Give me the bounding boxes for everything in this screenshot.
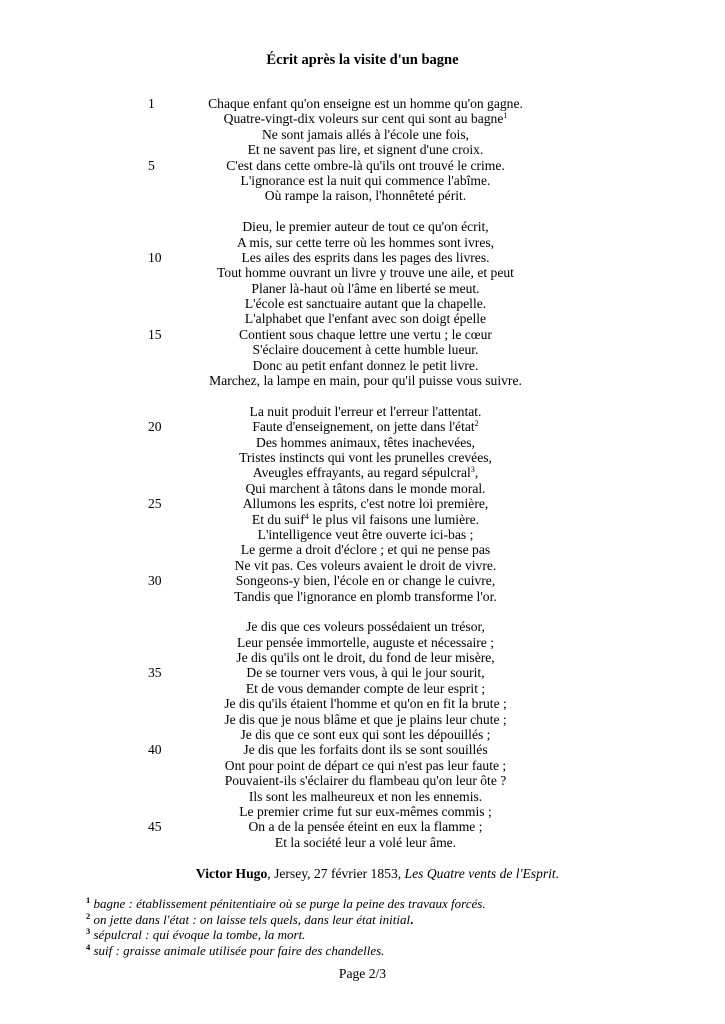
line-number: 5 [148,157,155,173]
line-text [241,250,489,265]
line-text [245,311,486,326]
line-text-main: Je dis qu'ils étaient l'homme et qu'on en fit la brute ; [224,696,507,712]
poem-line [0,512,725,527]
line-text [209,373,522,388]
line-text [246,665,484,680]
poem-line [0,573,725,588]
line-number: 20 [148,419,162,435]
line-text-main: Donc au petit enfant donnez le petit livre. [252,357,479,373]
footnote-number: 3 [86,926,91,937]
attribution [0,866,725,882]
line-text [239,327,492,342]
line-text-main: L'école est sanctuaire autant que la chapelle. [244,296,487,312]
line-text-main: Je dis que ce sont eux qui sont les dépouillés ; [240,727,491,743]
poem-line [0,296,725,311]
line-text [265,188,466,203]
poem-line [0,742,725,757]
poem-line [0,358,725,373]
line-text-main: Allumons les esprits, c'est notre loi première, [242,496,489,512]
line-text [243,742,487,757]
footnote-text: bagne : établissement pénitentiaire où se purge la peine des travaux forcés. [90,896,486,911]
footnote-marker: 1 [503,111,508,121]
line-text [236,573,496,588]
line-text [243,496,489,511]
poem-line [0,681,725,696]
line-text [234,589,497,604]
line-text [217,265,514,280]
poem-line [0,373,725,388]
poem-line [0,404,725,419]
line-text [235,558,497,573]
line-text-main: Le germe a droit d'éclore ; et qui ne pense pas [240,542,491,558]
poem-line [0,281,725,296]
line-text-main: L'alphabet que l'enfant avec son doigt épelle [244,311,487,327]
line-text-main: Contient sous chaque lettre une vertu ; le cœur [239,326,492,342]
line-text [262,127,469,142]
poem-line [0,96,725,111]
footnote [86,912,686,928]
poem-line [0,496,725,511]
line-text-main: Et de vous demander compte de leur esprit ; [245,680,486,696]
poem-line [0,665,725,680]
line-number: 45 [148,819,162,835]
line-text [236,650,494,665]
stanza [0,404,725,604]
line-text-main: Je dis que ces voleurs possédaient un trésor, [246,619,485,635]
line-text [237,635,494,650]
stanza [0,619,725,850]
attribution-place-date: , Jersey, 27 février 1853, [267,866,405,881]
line-text-main: Tandis que l'ignorance en plomb transforme l'or. [234,588,497,604]
poem-line [0,188,725,203]
poem-line [0,727,725,742]
line-text [225,758,506,773]
poem-line [0,173,725,188]
line-text [245,481,485,496]
line-text [253,358,479,373]
line-text [256,435,475,450]
line-text-main: Leur pensée immortelle, auguste et nécessaire ; [236,634,495,650]
line-text-main: Tout homme ouvrant un livre y trouve une aile, et peut [217,265,514,281]
poem-line [0,789,725,804]
poem-line [0,558,725,573]
line-text [224,696,507,711]
line-text [224,111,508,126]
line-text [248,142,484,157]
line-text [245,296,486,311]
line-text [253,465,478,480]
poem-line [0,127,725,142]
footnote-marker: 2 [474,419,479,429]
line-text [253,342,479,357]
line-text-main: C'est dans cette ombre-là qu'ils ont trouvé le crime. [226,157,505,173]
line-number: 1 [148,96,155,111]
line-text [275,835,456,850]
footnote-marker: 4 [304,511,309,521]
footnote-marker: 3 [470,465,475,475]
line-text-tail: le plus vil faisons une lumière. [308,511,480,527]
line-text [252,512,479,527]
footnote-number: 2 [86,910,91,921]
footnote [86,943,686,959]
poem-line [0,696,725,711]
line-text [239,450,492,465]
line-text [226,158,505,173]
poem-line [0,527,725,542]
poem-line [0,450,725,465]
footnotes [86,896,686,958]
line-text-main: Et du suif [251,511,305,527]
line-text-main: Songeons-y bien, l'école en or change le cuivre, [235,573,496,589]
line-text-main: S'éclaire doucement à cette humble lueur. [252,342,479,358]
footnote-number: 4 [86,941,91,952]
author-name: Victor Hugo [195,866,268,881]
line-text [258,527,474,542]
line-text-main: Planer là-haut où l'âme en liberté se meut. [251,280,480,296]
line-text-main: Ils sont les malheureux et non les ennemis. [248,788,483,804]
poem-body [0,96,725,866]
line-number: 10 [148,249,162,265]
line-text-main: Je dis qu'ils ont le droit, du fond de leur misère, [236,650,495,666]
poem-line [0,327,725,342]
poem-line [0,819,725,834]
line-text [246,619,485,634]
poem-line [0,804,725,819]
poem-title: Écrit après la visite d'un bagne [266,52,459,68]
line-text [246,681,485,696]
line-text [225,773,507,788]
line-text-main: Aveugles effrayants, au regard sépulcral [252,465,471,481]
line-text-main: Je dis que les forfaits dont ils se sont souillés [243,742,488,758]
line-number: 35 [148,665,162,681]
line-text [241,727,491,742]
footnote-text: suif : graisse animale utilisée pour faire des chandelles. [90,942,385,958]
line-text-main: L'intelligence veut être ouverte ici-bas ; [257,526,474,542]
line-text-main: A mis, sur cette terre où les hommes sont ivres, [236,234,495,250]
line-text [251,281,479,296]
poem-line [0,465,725,480]
line-text [242,219,488,234]
poem-line [0,619,725,634]
poem-line [0,111,725,126]
footnote [86,927,686,943]
line-text-main: Le premier crime fut sur eux-mêmes commis ; [239,803,492,819]
line-text-main: Pouvaient-ils s'éclairer du flambeau qu'on leur ôte ? [224,773,507,789]
poem-line [0,635,725,650]
footnote-number: 1 [86,895,91,905]
poem-line [0,542,725,557]
line-text-main: Ont pour point de départ ce qui n'est pas leur faute ; [224,757,507,773]
line-text-main: L'ignorance est la nuit qui commence l'abîme. [240,172,491,188]
line-text-main: Faute d'enseignement, on jette dans l'état [252,419,475,435]
line-text-main: Tristes instincts qui vont les prunelles crevées, [239,449,492,465]
line-text-main: La nuit produit l'erreur et l'erreur l'attentat. [249,403,482,419]
page-number: Page 2/3 [338,966,387,981]
line-text [239,804,492,819]
line-text [250,404,482,419]
poem-line [0,835,725,850]
line-text [224,712,506,727]
line-text-main: Les ailes des esprits dans les pages des livres. [241,249,490,265]
footnote-text: on jette dans l'état : on laisse tels quels, dans leur état initial [90,911,411,927]
poem-line [0,419,725,434]
line-text-main: Des hommes animaux, têtes inachevées, [256,434,475,450]
line-text [237,235,494,250]
line-text [241,173,491,188]
footnote-text: sépulcral : qui évoque la tombe, la mort. [90,927,306,943]
footnote-tail: . [410,911,414,927]
line-text-main: On a de la pensée éteint en eux la flamme ; [248,819,483,835]
line-number: 25 [148,496,162,512]
line-number: 40 [148,742,162,758]
line-text-main: Quatre-vingt-dix voleurs sur cent qui sont au bagne [223,111,504,127]
poem-line [0,265,725,280]
line-text [248,819,482,834]
line-text [249,789,482,804]
line-number: 30 [148,573,162,589]
poem-line [0,481,725,496]
line-text-main: Chaque enfant qu'on enseigne est un homme qu'on gagne. [208,96,523,111]
poem-line [0,235,725,250]
line-text [208,96,523,111]
poem-line [0,712,725,727]
line-text [241,542,490,557]
line-text-main: Où rampe la raison, l'honnêteté périt. [264,188,467,204]
footnote [86,896,686,912]
line-text-tail: , [474,465,479,481]
poem-line [0,219,725,234]
poem-line [0,650,725,665]
line-text-main: Dieu, le premier auteur de tout ce qu'on écrit, [242,219,489,235]
poem-line [0,142,725,157]
line-text [252,419,478,434]
line-text-main: Et ne savent pas lire, et signent d'une croix. [247,142,484,158]
poem-line [0,342,725,357]
poem-line [0,773,725,788]
poem-line [0,311,725,326]
stanza [0,96,725,204]
line-text-main: Je dis que je nous blâme et que je plains leur chute ; [224,711,507,727]
line-text-main: Ne sont jamais allés à l'école une fois, [261,126,470,142]
poem-line [0,758,725,773]
line-text-main: De se tourner vers vous, à qui le jour sourit, [246,665,485,681]
line-text-main: Et la société leur a volé leur âme. [274,834,457,850]
poem-line [0,589,725,604]
poem-line [0,435,725,450]
stanza [0,219,725,388]
work-title: Les Quatre vents de l'Esprit. [404,866,560,881]
poem-line [0,250,725,265]
line-text-main: Qui marchent à tâtons dans le monde moral. [245,480,486,496]
poem-line [0,158,725,173]
line-text-main: Ne vit pas. Ces voleurs avaient le droit de vivre. [234,557,497,573]
line-text-main: Marchez, la lampe en main, pour qu'il puisse vous suivre. [209,373,522,389]
line-number: 15 [148,326,162,342]
